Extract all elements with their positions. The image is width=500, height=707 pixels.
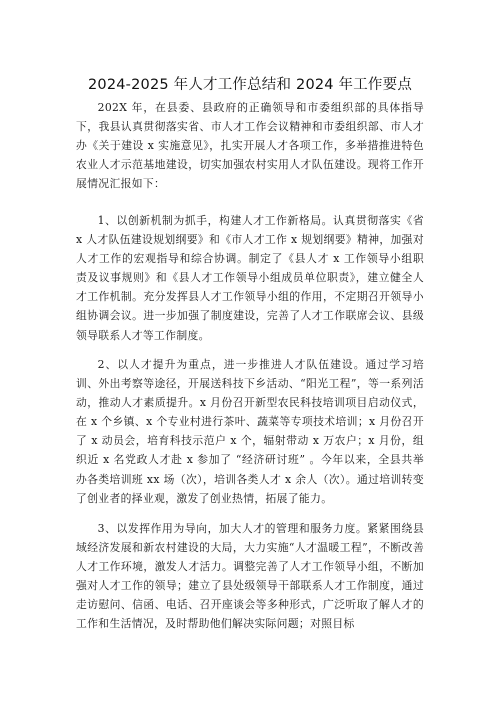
document-title: 2024-2025 年人才工作总结和 2024 年工作要点 <box>87 76 413 93</box>
section-2-paragraph: 2、以人才提升为重点，进一步推进人才队伍建设。通过学习培训、外出考察等途径，开展送科技下乡活动、“阳光工程”，等一系列活动，推动人才素质提升。x 月份召开新型农民科技培训项目启动仪式，在 x 个乡镇、x 个专业村进行茶叶、蔬菜等专项技术培训；x 月份召开了 x 动员会，培育科技示范户 x 个，辐射带动 x 万农户；x 月份，组织近 x 名党政人才赴 x 参加了 “经济研讨班” 。今年以来，全县共举办各类培训班 xx 场（次），培训各类人才 x 余人（次）。通过培训转变了创业者的择业观，激发了创业热情，拓展了能力。 <box>76 358 424 505</box>
section-1-paragraph: 1、以创新机制为抓手，构建人才工作新格局。认真贯彻落实《省 x 人才队伍建设规划纲要》和《市人才工作 x 规划纲要》精神，加强对人才工作的宏观指导和综合协调。制定了《县人才 x 工作领导小组职责及议事规则》和《县人才工作领导小组成员单位职责》，建立健全人才工作机制。充分发挥县人才工作领导小组的作用，不定期召开领导小组协调会议。进一步加强了制度建设，完善了人才工作联席会议、县级领导联系人才等工作制度。 <box>76 214 424 342</box>
section-3-paragraph: 3、以发挥作用为导向，加大人才的管理和服务力度。紧紧围绕县域经济发展和新农村建设的大局，大力实施“人才温暖工程”，不断改善人才工作环境，激发人才活力。调整完善了人才工作领导小组，不断加强对人才工作的领导；建立了县处级领导干部联系人才工作制度，通过走访慰问、信函、电话、召开座谈会等多种形式，广泛听取了解人才的工作和生活情况，及时帮助他们解决实际问题；对照目标 <box>76 522 424 631</box>
intro-paragraph: 202X 年，在县委、县政府的正确领导和市委组织部的具体指导下，我县认真贯彻落实省、市人才工作会议精神和市委组织部、市人才办《关于建设 x 实施意见》，扎实开展人才各项工作，多举措推进特色农业人才示范基地建设，切实加强农村实用人才队伍建设。现将工作开展情况汇报如下： <box>76 101 424 191</box>
